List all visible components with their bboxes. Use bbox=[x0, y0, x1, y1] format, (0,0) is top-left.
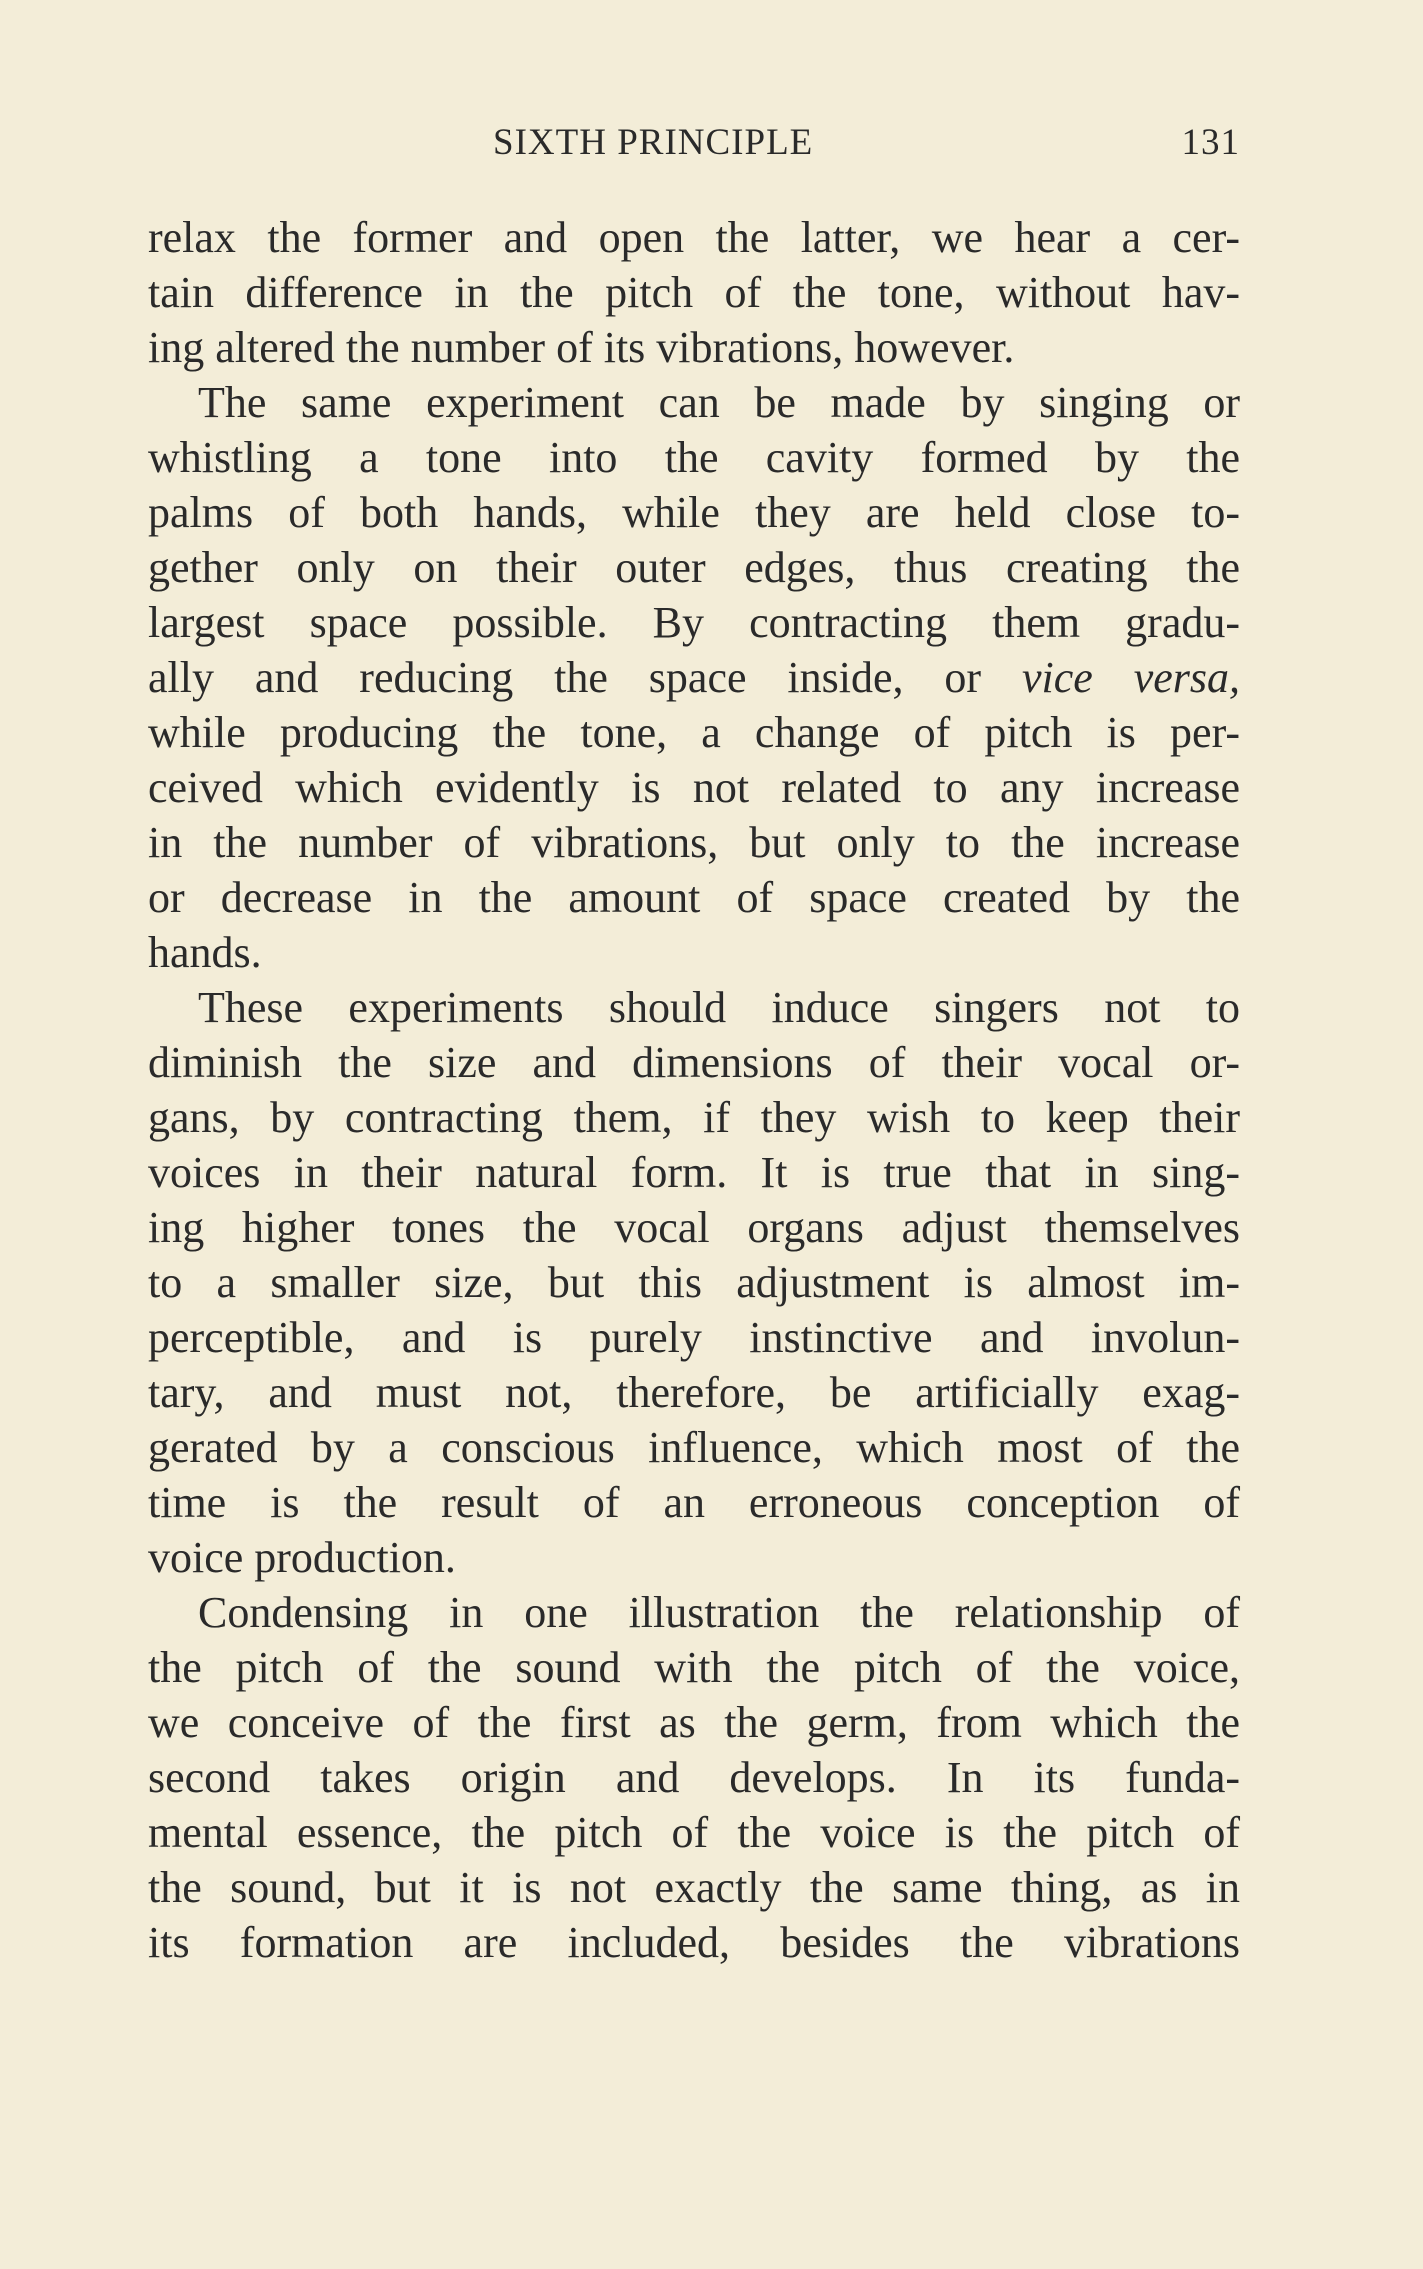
text-line: time is the result of an erroneous conception of bbox=[148, 1478, 1240, 1527]
running-title: SIXTH PRINCIPLE bbox=[493, 122, 814, 163]
text-line: ing altered the number of its vibrations, however. bbox=[148, 323, 1015, 372]
text-line: in the number of vibrations, but only to the increase bbox=[148, 818, 1240, 867]
text-segment: ally and reducing the space inside, or bbox=[148, 653, 982, 702]
page-header bbox=[148, 118, 1240, 168]
text-line: mental essence, the pitch of the voice is the pitch of bbox=[148, 1808, 1240, 1857]
text-line: voice production. bbox=[148, 1533, 456, 1582]
text-line: palms of both hands, while they are held close to- bbox=[148, 488, 1240, 537]
page-number: 131 bbox=[1181, 122, 1240, 163]
text-line: we conceive of the first as the germ, from which the bbox=[148, 1698, 1240, 1747]
text-line: relax the former and open the latter, we hear a cer- bbox=[148, 213, 1240, 262]
text-line: or decrease in the amount of space created by the bbox=[148, 873, 1240, 922]
text-line: gerated by a conscious influence, which most of the bbox=[148, 1423, 1240, 1472]
text-line: Condensing in one illustration the relationship of bbox=[198, 1588, 1240, 1637]
text-line: gans, by contracting them, if they wish to keep their bbox=[148, 1093, 1240, 1142]
text-line: whistling a tone into the cavity formed by the bbox=[148, 433, 1240, 482]
text-line: to a smaller size, but this adjustment is almost im- bbox=[148, 1258, 1240, 1307]
text-line: tary, and must not, therefore, be artificially exag- bbox=[148, 1368, 1240, 1417]
text-line: ceived which evidently is not related to any increase bbox=[148, 763, 1240, 812]
text-line: ing higher tones the vocal organs adjust themselves bbox=[148, 1203, 1240, 1252]
text-line: tain difference in the pitch of the tone, without hav- bbox=[148, 268, 1240, 317]
text-line: diminish the size and dimensions of their vocal or- bbox=[148, 1038, 1240, 1087]
text-line-with-italic bbox=[148, 650, 1240, 705]
paragraph bbox=[148, 210, 1240, 375]
text-line: perceptible, and is purely instinctive and involun- bbox=[148, 1313, 1240, 1362]
text-line: largest space possible. By contracting them gradu- bbox=[148, 598, 1240, 647]
paragraph bbox=[148, 375, 1240, 980]
text-line: while producing the tone, a change of pitch is per- bbox=[148, 708, 1240, 757]
text-line: the sound, but it is not exactly the same thing, as in bbox=[148, 1863, 1240, 1912]
paragraph bbox=[148, 1585, 1240, 1970]
text-line: The same experiment can be made by singing or bbox=[198, 378, 1240, 427]
body-text bbox=[148, 210, 1240, 1970]
text-line: its formation are included, besides the vibrations bbox=[148, 1918, 1240, 1967]
text-line: hands. bbox=[148, 928, 262, 977]
text-line: second takes origin and develops. In its funda- bbox=[148, 1753, 1240, 1802]
text-line: voices in their natural form. It is true that in sing- bbox=[148, 1148, 1240, 1197]
text-line: These experiments should induce singers not to bbox=[198, 983, 1240, 1032]
text-line: gether only on their outer edges, thus creating the bbox=[148, 543, 1240, 592]
text-line: the pitch of the sound with the pitch of the voice, bbox=[148, 1643, 1240, 1692]
paragraph bbox=[148, 980, 1240, 1585]
italic-phrase: vice versa, bbox=[1021, 653, 1241, 702]
